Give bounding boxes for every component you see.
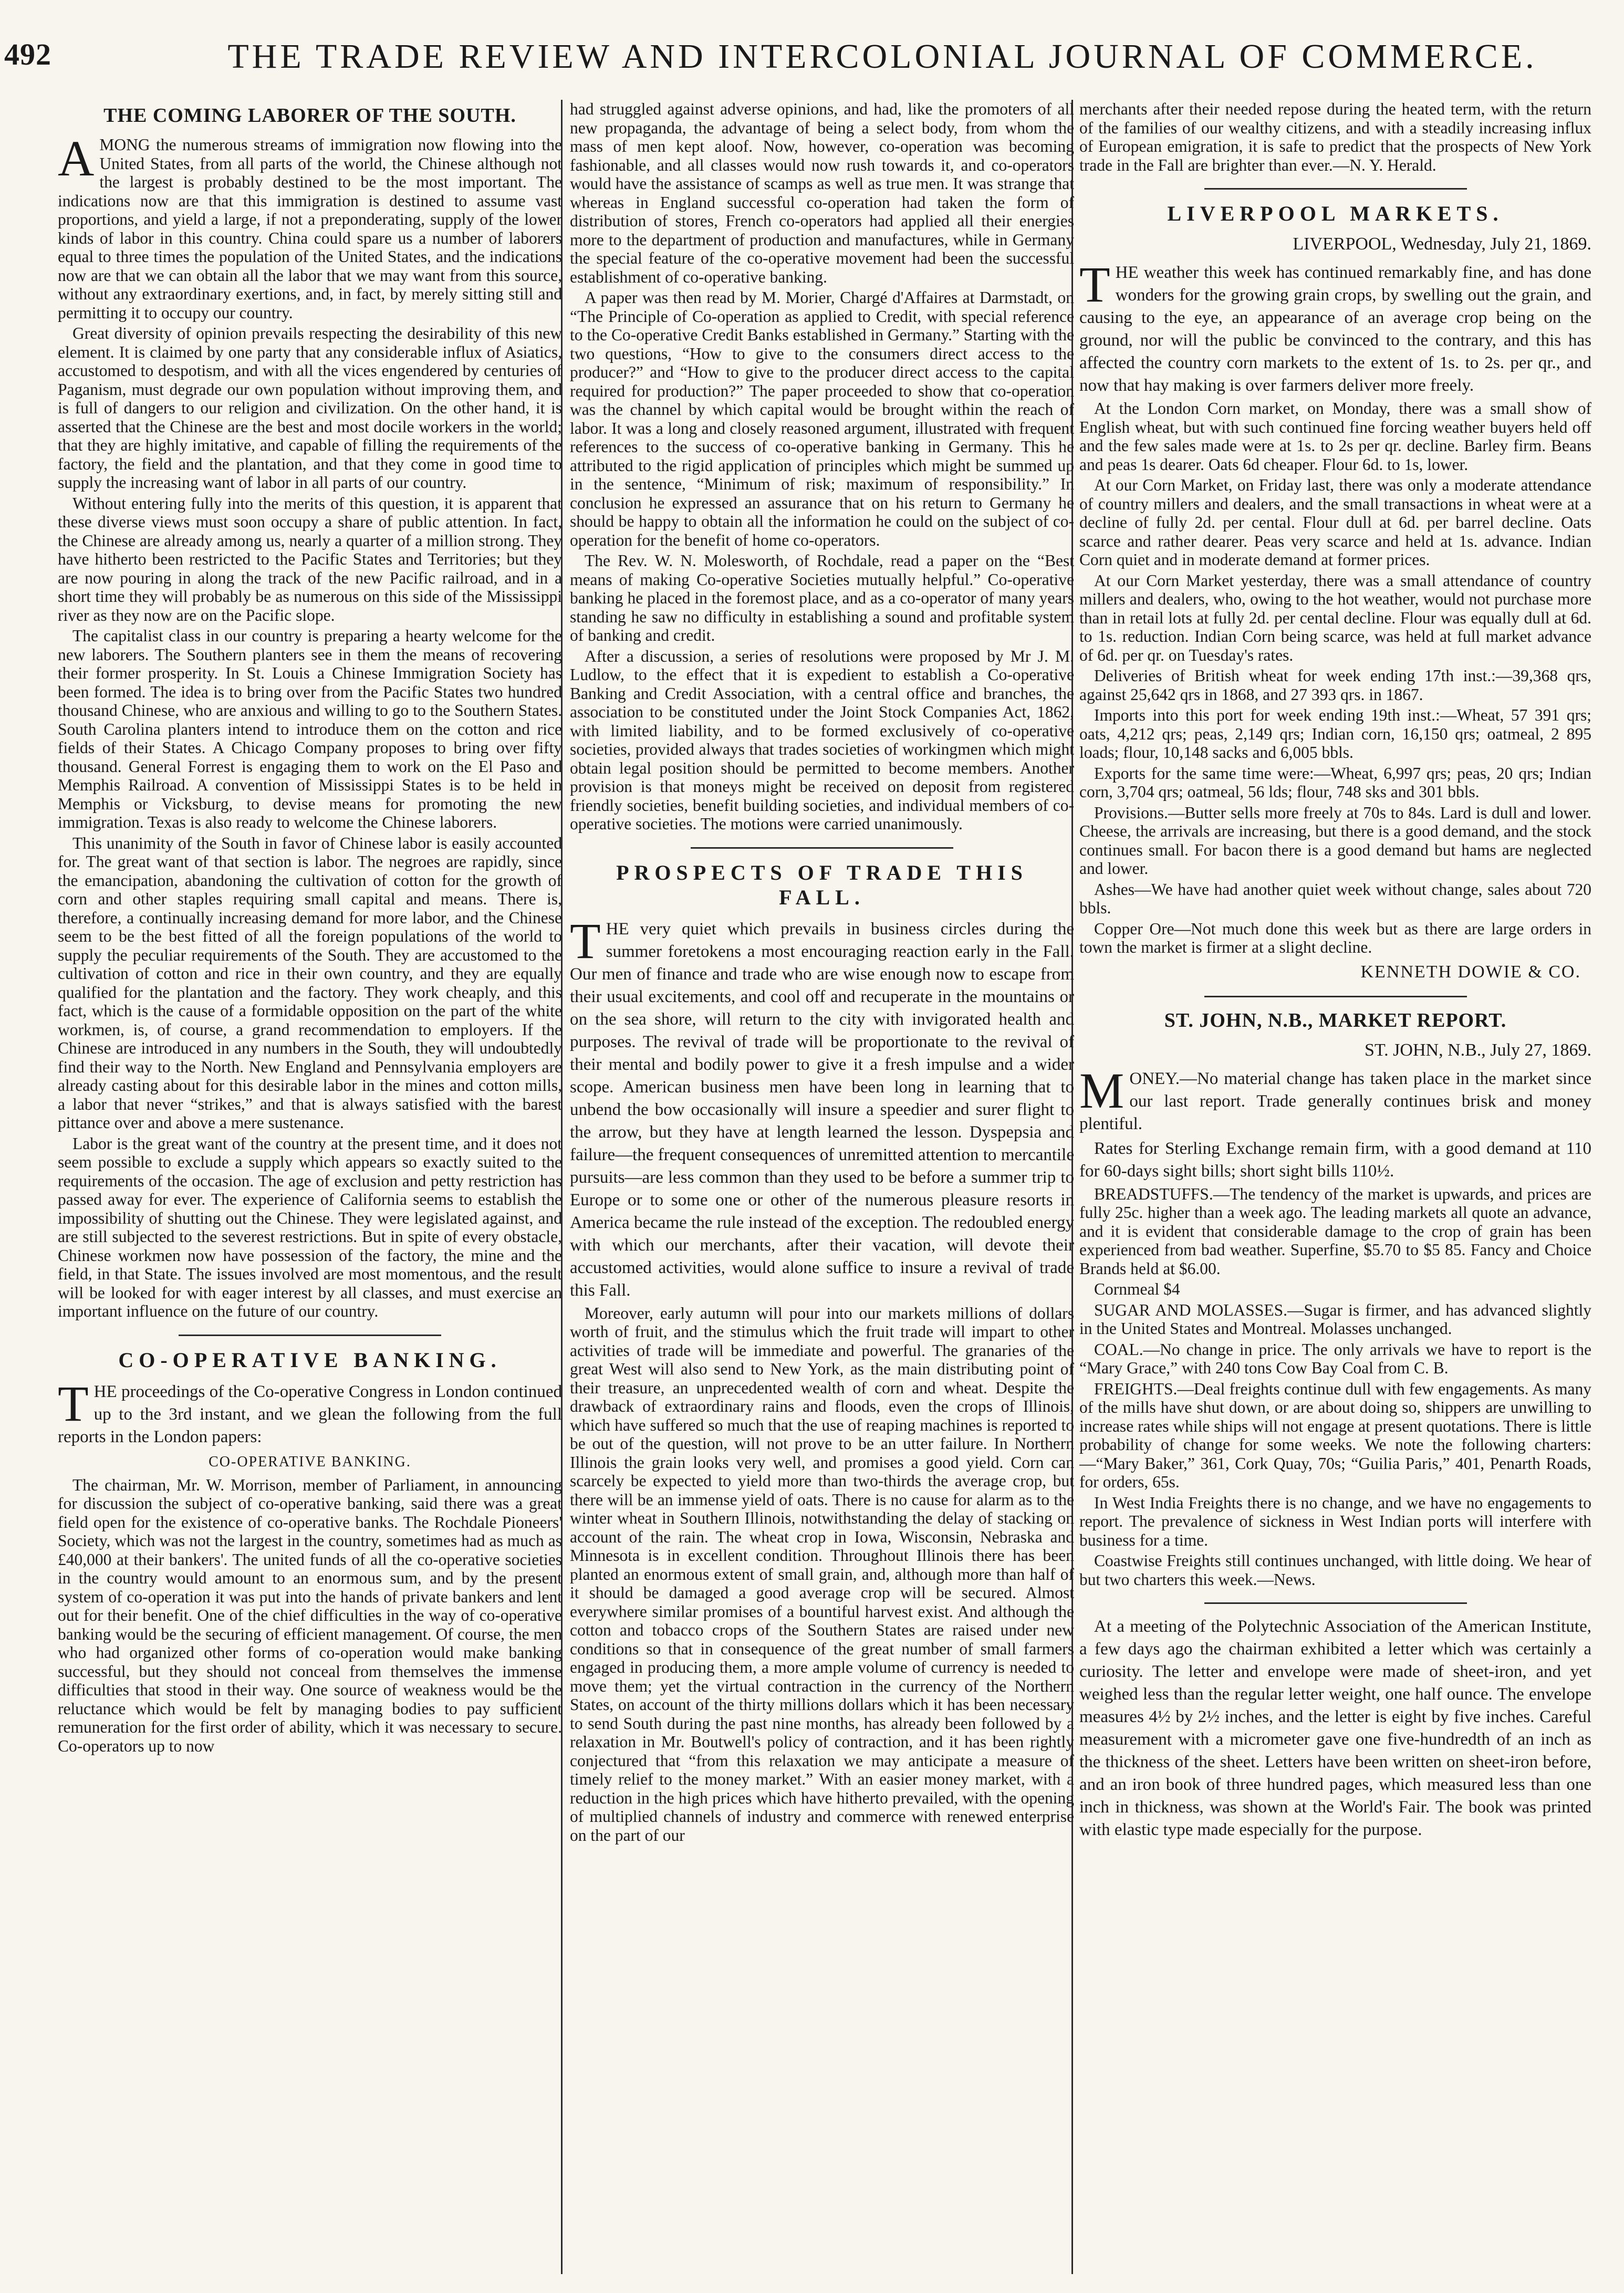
article-dateline: LIVERPOOL, Wednesday, July 21, 1869. <box>1293 234 1591 254</box>
article-paragraph: A paper was then read by M. Morier, Chargé d'Affaires at Darmstadt, on “The Principle of Co-operation as applied to Credit, with special reference to the Co-operative Credit Banks established in Germany.” Starting with the two questions, “How to give to the consumers direct access to the producer?” and “How to give to the producer direct access to the capital required for production?” The paper proceeded to show that co-operation was the channel by which capital would be brought within the reach of labor. It was a long and closely reasoned argument, illustrated with frequent references to the success of co-operative banking in Germany. This he attributed to the rigid application of principles which might be summed up in the sentence, “Minimum of risk; maximum of responsibility.” In conclusion he expressed an assurance that on his return to Germany he should be happy to obtain all the information he could on the subject of co-operation for the benefit of home co-operators. <box>570 288 1074 549</box>
article-paragraph: Without entering fully into the merits of this question, it is apparent that these diverse views must soon occupy a share of public attention. In fact, the Chinese are already among us, nearly a quarter of a million strong. They have hitherto been restricted to the Pacific States and Territories; but they are now pouring in along the track of the new Pacific railroad, and in a short time they will probably be as numerous on this side of the Mississippi river as they now are on the Pacific slope. <box>58 494 562 624</box>
article-paragraph: After a discussion, a series of resolutions were proposed by Mr J. M. Ludlow, to the effect that it is expedient to establish a Co-operative Banking and Credit Association, with a central office and branches, the association to be constituted under the Joint Stock Companies Act, 1862, with limited liability, and to be formed exclusively of co-operative societies, provided always that trades societies of workingmen which might obtain legal position should be permitted to become members. Another provision is that moneys might be received on deposit from registered friendly societies, benefit building societies, and individual members of co-operative societies. The motions were carried unanimously. <box>570 647 1074 833</box>
article-prospects-of-trade <box>570 860 1074 1845</box>
article-polytechnic-letter <box>1079 1615 1591 1841</box>
article-headline: CO-OPERATIVE BANKING. <box>118 1348 502 1372</box>
article-coming-laborer <box>58 104 562 1321</box>
article-paragraph: Exports for the same time were:—Wheat, 6,997 qrs; peas, 20 qrs; Indian corn, 3,704 qrs; oatmeal, 56 lds; flour, 748 sks and 301 bbls. <box>1079 764 1591 801</box>
column-1 <box>58 100 562 2279</box>
column-3 <box>1079 100 1591 2279</box>
article-paragraph: In West India Freights there is no change, and we have no engagements to report. The prevalence of sickness in West Indian ports will interfere with business for a time. <box>1079 1493 1591 1549</box>
article-paragraph: At our Corn Market yesterday, there was a small attendance of country millers and dealers, who, owing to the hot weather, would not purchase more than in retail lots at fully 2d. per cental decline. Flour was equally dull at 6d. to 1s. reduction. Indian Corn being scarce, was held at full market advance of 6d. per qr. on Tuesday's rates. <box>1079 571 1591 664</box>
article-paragraph: The capitalist class in our country is preparing a hearty welcome for the new laborers. The Southern planters see in them the means of recovering their former prosperity. In St. Louis a Chinese Immigration Society has been formed. The idea is to bring over from the Pacific States two hundred thousand Chinese, who are anxious and willing to go to the Southern States. South Carolina planters intend to introduce them on the cotton and rice fields of their States. A Chicago Company proposes to bring over fifty thousand. General Forrest is engaging them to work on the El Paso and Memphis Railroad. A convention of Mississippi States is to be held in Memphis or Vicksburg, to devise means for promoting the new immigration. Texas is also ready to welcome the Chinese laborers. <box>58 627 562 831</box>
article-paragraph: SUGAR AND MOLASSES.—Sugar is firmer, and has advanced slightly in the United States and Montreal. Molasses unchanged. <box>1079 1300 1591 1338</box>
article-paragraph: The Rev. W. N. Molesworth, of Rochdale, read a paper on the “Best means of making Co-operative Societies mutually helpful.” Co-operative banking he placed in the foremost place, and as a co-operator of many years standing he saw no difficulty in establishing a sound and profitable system of banking and credit. <box>570 551 1074 644</box>
article-paragraph: MONEY.—No material change has taken place in the market since our last report. Trade generally continues brisk and money plentiful. <box>1079 1062 1591 1133</box>
article-paragraph: FREIGHTS.—Deal freights continue dull with few engagements. As many of the mills have shut down, or are about doing so, shippers are unwilling to increase rates while ships will not engage at present quotations. There is little probability of change for some weeks. We note the following charters:—“Mary Baker,” 361, Cork Quay, 70s; “Guilia Paris,” 401, Penarth Roads, for orders, 65s. <box>1079 1379 1591 1491</box>
article-paragraph: merchants after their needed repose during the heated term, with the return of the families of our wealthy citizens, and with a steadily increasing influx of European emigration, it is safe to predict that the prospects of New York trade in the Fall are brighter than ever.—N. Y. Herald. <box>1079 100 1591 174</box>
article-prospects-continued <box>1079 100 1591 174</box>
article-headline: ST. JOHN, N.B., MARKET REPORT. <box>1164 1009 1507 1031</box>
article-paragraph: Provisions.—Butter sells more freely at 70s to 84s. Lard is dull and lower. Cheese, the arrivals are increasing, but there is a good demand, and the stock continues small. For bacon there is a good demand but hams are neglected and lower. <box>1079 803 1591 878</box>
section-divider <box>1204 188 1467 190</box>
article-paragraph: At a meeting of the Polytechnic Association of the American Institute, a few days ago the chairman exhibited a letter which was certainly a curiosity. The letter and envelope were made of sheet-iron, and yet weighed less than the regular letter weight, one half ounce. The envelope measures 4½ by 2½ inches, and the letter is eight by five inches. Careful measurement with a micrometer gave one five-hundredth of an inch as the thickness of the sheet. Letters have been written on sheet-iron before, and an iron book of three hundred pages, which measured less than one inch in thickness, was shown at the World's Fair. The book was printed with elastic type made especially for the purpose. <box>1079 1617 1591 1839</box>
article-paragraph: Great diversity of opinion prevails respecting the desirability of this new element. It is claimed by one party that any considerable influx of Asiatics, accustomed to despotism, and with all the vices engendered by centuries of Paganism, must degrade our own population without improving them, and is full of dangers to our religion and civilization. On the other hand, it is asserted that the Chinese are the best and most docile workers in the world; that they are highly imitative, and capable of filling the requirements of the factory, the field and the plantation, and that they come in good time to supply the increasing want of labor in all parts of our country. <box>58 324 562 492</box>
article-paragraph: Copper Ore—Not much done this week but as there are large orders in town the market is firmer at a slight decline. <box>1079 919 1591 956</box>
article-paragraph: This unanimity of the South in favor of Chinese labor is easily accounted for. The great want of that section is labor. The negroes are rapidly, since the emancipation, abandoning the cultivation of cotton for the growth of corn and other staples requiring small capital and means. There is, therefore, a continually increasing demand for more labor, and the Chinese seem to be the best fitted of all the foreign populations of the world to supply the peculiar requirements of the South. They are accustomed to the cultivation of cotton and rice in their own country, and they are equally qualified for the plantation and the factory. They work cheaply, and this fact, which is the cause of a formidable opposition on the part of the white workmen, is, of course, a grand recommendation to employers. If the Chinese are introduced in any numbers in the South, they will undoubtedly find their way to the North. New England and Pennsylvania employers are already casting about for this desirable labor in the mines and cotton mills, a labor that never “strikes,” and that is always satisfied with the barest pittance over and above a mere sustenance. <box>58 833 562 1132</box>
article-cooperative-banking-continued <box>570 100 1074 833</box>
article-paragraph: Rates for Sterling Exchange remain firm, with a good demand at 110 for 60-days sight bills; short sight bills 110½. <box>1079 1139 1591 1181</box>
article-paragraph: Ashes—We have had another quiet week without change, sales about 720 bbls. <box>1079 880 1591 917</box>
section-divider <box>691 847 953 849</box>
section-divider <box>1204 1602 1467 1604</box>
drop-cap: T <box>58 1375 89 1432</box>
article-paragraph: had struggled against adverse opinions, and had, like the promoters of all new propaganda, the advantage of being a select body, from whom the mass of men kept aloof. Now, however, co-operation was becoming fashionable, and all classes would now rush towards it, and co-operators would have the assistance of scamps as well as true men. It was strange that whereas in England successful co-operation had taken the form of distribution of stores, French co-operators had applied all their energies more to the department of production and manufactures, while in Germany the special feature of the co-operative movement had been the successful establishment of co-operative banking. <box>570 100 1074 286</box>
article-paragraph: Labor is the great want of the country at the present time, and it does not seem possible to exclude a supply which appears so exactly suited to the requirements of the occasion. The age of exclusion and petty restriction has passed away for ever. The experience of California seems to establish the impossibility of shutting out the Chinese. They were legislated against, and are still subjected to the severest restrictions. But in spite of every obstacle, Chinese workmen now have possession of the factory, the mine and the field, in that State. The issues involved are most momentous, and the result will be looked for with eager interest by all classes, and must exercise an important influence on the future of our country. <box>58 1134 562 1320</box>
article-paragraph: At our Corn Market, on Friday last, there was only a moderate attendance of country millers and dealers, and the small transactions in wheat were at a decline of fully 2d. per cental. Flour dull at 6d. per barrel decline. Oats scarce and rather dearer. Peas very scarce and held at 1s. advance. Indian Corn quiet and in moderate demand at former prices. <box>1079 476 1591 569</box>
section-divider <box>1204 996 1467 997</box>
article-liverpool-markets <box>1079 201 1591 982</box>
page-number: 492 <box>4 37 51 71</box>
article-paragraph: Moreover, early autumn will pour into our markets millions of dollars worth of fruit, and the stimulus which the fruit trade will impart to other activities of trade will be immediate and powerful. The granaries of the great West will also send to New York, as the main distributing point of their treasure, an unprecedented wealth of corn and wheat. Despite the drawback of extraordinary rains and floods, even the crops of Illinois, which have suffered so much that the use of reaping machines is reported to be out of the question, will not prove to be an utter failure. In Northern Illinois the grain looks very well, and promises a good yield. Corn can scarcely be expected to yield more than two-thirds the average crop, but there will be an immense yield of oats. There is no cause for alarm as to the winter wheat in Southern Illinois, notwithstanding the delay of stacking on account of the rain. The wheat crop in Iowa, Wisconsin, Nebraska and Minnesota is in excellent condition. Throughout Illinois there has been planted an enormous extent of small grain, and, although more than half of it should be damaged a good average crop will be secured. Almost everywhere similar promises of a bountiful harvest exist. And although the cotton and tobacco crops of the Southern States are raised under new conditions so that in consequence of the great number of small farmers engaged in producing them, a more ample volume of currency is needed to move them; yet the virtual contraction in the currency of the Northern States, on account of the thirty millions dollars which it has been necessary to send South during the past nine months, has already been followed by a relaxation in Mr. Boutwell's policy of contraction, and it has been rightly conjectured that “from this relaxation we may anticipate a measure of timely relief to the money market.” With an easier money market, with a reduction in the high prices which have hitherto prevailed, with the opening of multiplied channels of industry and commerce with renewed enterprise on the part of our <box>570 1304 1074 1844</box>
drop-cap: M <box>1079 1062 1125 1119</box>
article-dateline: ST. JOHN, N.B., July 27, 1869. <box>1365 1040 1591 1060</box>
article-headline: THE COMING LABORER OF THE SOUTH. <box>103 105 516 127</box>
section-divider <box>179 1335 441 1336</box>
article-paragraph: Deliveries of British wheat for week ending 17th inst.:—39,368 qrs, against 25,642 qrs in 1868, and 27 393 qrs. in 1867. <box>1079 666 1591 704</box>
article-paragraph: BREADSTUFFS.—The tendency of the market is upwards, and prices are fully 25c. higher than a week ago. The leading markets all quote an advance, and it is evident that considerable damage to the crop of grain has been experienced from bad weather. Superfine, $5.70 to $5 85. Fancy and Choice Brands held at $6.00. <box>1079 1184 1591 1278</box>
journal-title: THE TRADE REVIEW AND INTERCOLONIAL JOURNAL OF COMMERCE. <box>227 37 1537 76</box>
article-paragraph: COAL.—No change in price. The only arrivals we have to report is the “Mary Grace,” with 240 tons Cow Bay Coal from C. B. <box>1079 1340 1591 1377</box>
drop-cap: A <box>58 130 95 186</box>
column-2 <box>570 100 1074 2279</box>
article-subheading: CO-OPERATIVE BANKING. <box>209 1453 411 1470</box>
article-paragraph: AMONG the numerous streams of immigration now flowing into the United States, from all parts of the world, the Chinese although not the largest is probably destined to be the most important. The indications now are that this immigration is destined to assume vast proportions, and yield a large, if not a preponderating, supply of the lower kinds of labor in this country. China could spare us a number of laborers equal to three times the population of the United States, and the indications now are that we can obtain all the labor that we may want from this source, without any extraordinary exertions, and, in fact, by merely sitting still and permitting it to occupy our country. <box>58 130 562 322</box>
article-paragraph: The chairman, Mr. W. Morrison, member of Parliament, in announcing for discussion the subject of co-operative banking, said there was a great field open for the existence of co-operative banks. The Rochdale Pioneers' Society, which was not the largest in the country, sometimes had as much as £40,000 at their bankers'. The united funds of all the co-operative societies in the country would amount to an enormous sum, and by the present system of co-operation it was put into the hands of private bankers and lent out for their benefit. One of the chief difficulties in the way of co-operative banking would be the securing of efficient management. Of course, the men who had organized other forms of co-operation would make banking successful, but they should not conceal from themselves the immense difficulties that stood in their way. One source of weakness would be the reluctance which would be felt by managing bodies to pay sufficient remuneration for the first order of ability, which it was necessary to secure. Co-operators up to now <box>58 1475 562 1755</box>
drop-cap: T <box>570 912 601 969</box>
article-paragraph: THE weather this week has continued remarkably fine, and has done wonders for the growing grain crops, by swelling out the grain, and causing to the eye, an appearance of an average crop being on the ground, nor will the public be convinced to the contrary, and this has affected the country corn markets to the extent of 1s. to 2s. per qr., and now that hay making is over farmers deliver more freely. <box>1079 256 1591 395</box>
article-st-john-market-report <box>1079 1009 1591 1589</box>
article-headline: PROSPECTS OF TRADE THIS FALL. <box>616 860 1028 909</box>
article-paragraph: Imports into this port for week ending 19th inst.:—Wheat, 57 391 qrs; oats, 4,212 qrs; peas, 2,149 qrs; Indian corn, 16,150 qrs; oatmeal, 2 895 loads; flour, 10,148 sacks and 6,005 bbls. <box>1079 706 1591 762</box>
article-paragraph: Cornmeal $4 <box>1094 1280 1180 1298</box>
article-paragraph: Coastwise Freights still continues unchanged, with little doing. We hear of but two charters this week.—News. <box>1079 1551 1591 1589</box>
article-paragraph: THE proceedings of the Co-operative Congress in London continued up to the 3rd instant, and we glean the following from the full reports in the London papers: <box>58 1375 562 1446</box>
article-headline: LIVERPOOL MARKETS. <box>1167 202 1504 225</box>
article-signature: KENNETH DOWIE & CO. <box>1360 962 1581 982</box>
drop-cap: T <box>1079 256 1110 312</box>
article-cooperative-banking <box>58 1348 562 1756</box>
page-header <box>0 37 1624 84</box>
article-paragraph: THE very quiet which prevails in business circles during the summer foretokens a most encouraging reaction early in the Fall. Our men of finance and trade who are wise enough now to escape from their usual excitements, and cool off and recuperate in the mountains or on the sea shore, will return to the city with invigorated health and purposes. The revival of trade will be proportionate to the revival of their mental and bodily power to give it a fresh impulse and a wider scope. American business men have been long in learning that to unbend the bow occasionally will insure a speedier and surer flight to the arrow, but they have at length learned the lesson. Dyspepsia and failure—the frequent consequences of unremitted attention to mercantile pursuits—are less common than they used to be before a summer trip to Europe or to some one or other of the numerous pleasure resorts in America became the rule instead of the exception. The redoubled energy with which our merchants, after their vacation, will devote their accustomed activities, would alone suffice to insure a revival of trade this Fall. <box>570 912 1074 1300</box>
article-paragraph: At the London Corn market, on Monday, there was a small show of English wheat, but with such continued fine forcing weather buyers held off and the few sales made were at 1s. to 2s per qr. decline. Barley firm. Beans and peas 1s dearer. Oats 6d cheaper. Flour 6d. to 1s, lower. <box>1079 399 1591 474</box>
